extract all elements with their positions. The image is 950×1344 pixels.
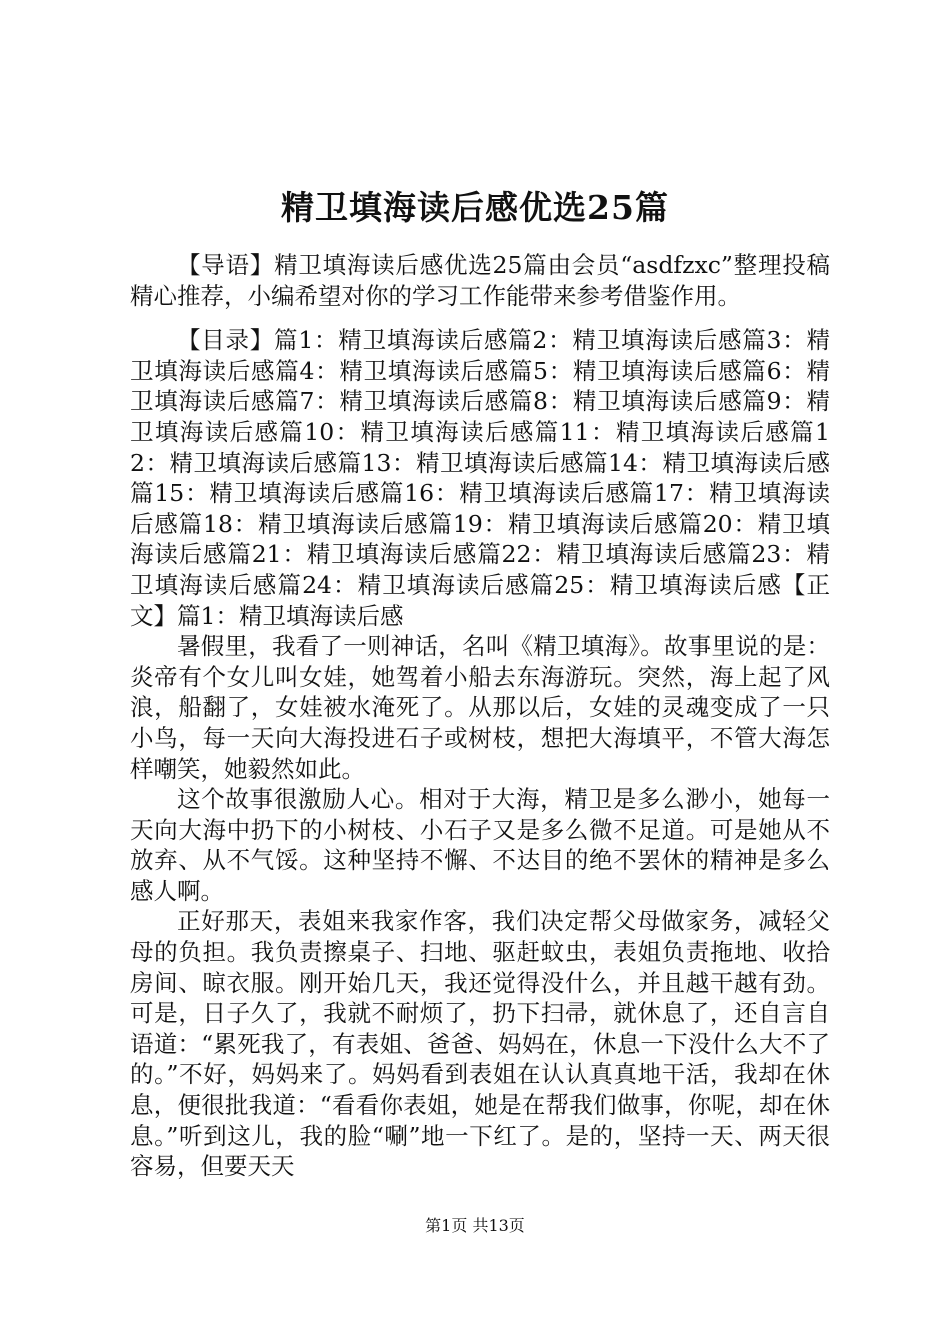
page-footer: 第1页 共13页 (425, 1216, 525, 1235)
document-title: 精卫填海读后感优选25篇 (281, 188, 669, 227)
paragraph-experience: 正好那天，表姐来我家作客，我们决定帮父母做家务，减轻父母的负担。我负责擦桌子、扫地、驱赶蚊虫，表姐负责拖地、收拾房间、晾衣服。刚开始几天，我还觉得没什么，并且越干越有劲。可是，日子久了，我就不耐烦了，扔下扫帚，就休息了，还自言自语道：“累死我了，有表姐、爸爸、妈妈在，休息一下没什么大不了的。”不好，妈妈来了。妈妈看到表姐在认认真真地干活，我却在休息，便很批我道：“看看你表姐，她是在帮我们做事，你呢，却在休息。”听到这儿，我的脸“唰”地一下红了。是的，坚持一天、两天很容易，但要天天 (130, 907, 830, 1181)
paragraph-contents: 【目录】篇1：精卫填海读后感篇2：精卫填海读后感篇3：精卫填海读后感篇4：精卫填海读后感篇5：精卫填海读后感篇6：精卫填海读后感篇7：精卫填海读后感篇8：精卫填海读后感篇9：精卫填海读后感篇10：精卫填海读后感篇11：精卫填海读后感篇12：精卫填海读后感篇13：精卫填海读后感篇14：精卫填海读后感篇15：精卫填海读后感篇16：精卫填海读后感篇17：精卫填海读后感篇18：精卫填海读后感篇19：精卫填海读后感篇20：精卫填海读后感篇21：精卫填海读后感篇22：精卫填海读后感篇23：精卫填海读后感篇24：精卫填海读后感篇25：精卫填海读后感【正文】篇1：精卫填海读后感 (130, 326, 830, 630)
paragraph-story: 暑假里，我看了一则神话，名叫《精卫填海》。故事里说的是：炎帝有个女儿叫女娃，她驾着小船去东海游玩。突然，海上起了风浪，船翻了，女娃被水淹死了。从那以后，女娃的灵魂变成了一只小鸟，每一天向大海投进石子或树枝，想把大海填平，不管大海怎样嘲笑，她毅然如此。 (130, 632, 830, 783)
paragraph-reflection: 这个故事很激励人心。相对于大海，精卫是多么渺小，她每一天向大海中扔下的小树枝、小石子又是多么微不足道。可是她从不放弃、从不气馁。这种坚持不懈、不达目的绝不罢休的精神是多么感人啊。 (130, 785, 830, 905)
paragraph-intro: 【导语】精卫填海读后感优选25篇由会员“asdfzxc”整理投稿精心推荐，小编希望对你的学习工作能带来参考借鉴作用。 (130, 251, 830, 310)
document-body (130, 236, 830, 1182)
